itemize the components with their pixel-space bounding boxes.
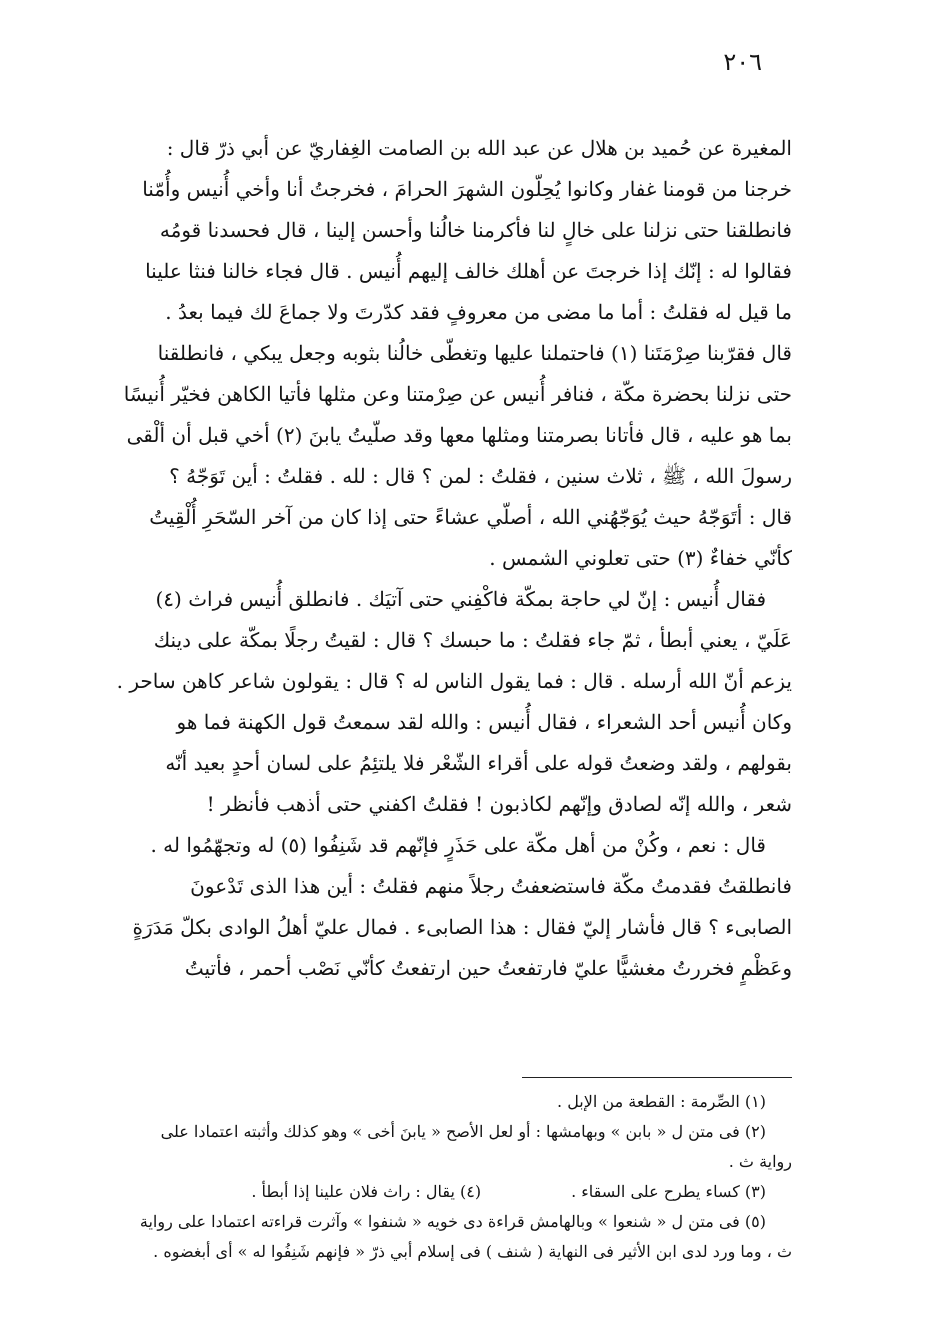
text-line: قال : أتَوَجّهُ حيث يُوَجّهُني الله ، أصلّي عشاءً حتى إذا كان من آخر السّحَرِ أُلْقِيتُ — [149, 505, 792, 529]
footnotes-3-4 — [98, 1177, 792, 1207]
text-line: فقالوا له : إنّك إذا خرجتَ عن أهلك خالف إليهم أُنيس . قال فجاء خالنا فنثا علينا — [145, 259, 792, 283]
text-line: بما هو عليه ، قال فأتانا بصرمتنا ومثلها معها وقد صلّيتُ يابنَ (٢) أخي قبل أن ألْقى — [126, 423, 792, 447]
footnote-2-continued: رواية ث . — [728, 1152, 792, 1171]
paragraph-start-line: فقال أُنيس : إنّ لي حاجة بمكّة فاكْفِني حتى آتيَك . فانطلق أُنيس فراث (٤) — [155, 587, 766, 611]
main-text — [98, 128, 792, 989]
footnote-4: (٤) يقال : راث فلان علينا إذا أبطأ . — [251, 1182, 482, 1201]
text-line: ما قيل له فقلتُ : أما ما مضى من معروفٍ فقد كدّرتَ ولا جماعَ لك فيما بعدُ . — [165, 300, 792, 324]
text-line: وكان أُنيس أحد الشعراء ، فقال أُنيس : والله لقد سمعتُ قول الكهنة فما هو — [176, 710, 792, 734]
text-line: كأنّي خفاءٌ (٣) حتى تعلوني الشمس . — [489, 546, 792, 570]
text-line: فانطلقتُ فقدمتُ مكّة فاستضعفتُ رجلاً منهم فقلتُ : أين هذا الذى تَدْعونَ — [190, 874, 792, 898]
text-line: يزعم أنّ الله أرسله . قال : فما يقول الناس له ؟ قال : يقولون شاعر كاهن ساحر . — [116, 669, 792, 693]
text-line: رسولَ الله ، ﷺ ، ثلاث سنين ، فقلتُ : لمن ؟ قال : لله . فقلتُ : أين تَوَجّهُ ؟ — [169, 464, 792, 488]
text-line: بقولهم ، ولقد وضعتُ قوله على أقراء الشّعْر فلا يلتئِمُ على لسان أحدٍ بعيد أنّه — [165, 751, 792, 775]
footnote-3: (٣) كساء يطرح على السقاء . — [571, 1182, 766, 1201]
footnote-5-continued: ث ، وما ورد لدى ابن الأثير فى النهاية ( شنف ) فى إسلام أبي ذرّ « فإنهم شَنِفُوا له » أى أبغضوه . — [153, 1242, 792, 1261]
footnotes — [98, 1087, 792, 1267]
footnote-5: (٥) فى متن ل « شنعوا » وبالهامش قراءة دى خويه « شنفوا » وآثرت قراءته اعتمادا على رواية — [139, 1212, 766, 1231]
text-line: قال فقرّبنا صِرْمَتَنا (١) فاحتملنا عليها وتغطّى خالُنا بثوبه وجعل يبكي ، فانطلقنا — [157, 341, 792, 365]
text-line: الصابىء ؟ قال فأشار إليّ فقال : هذا الصابىء . فمال عليّ أهلُ الوادى بكلّ مَدَرَةٍ — [132, 915, 792, 939]
footnote-1: (١) الصِّرمة : القطعة من الإبل . — [557, 1092, 766, 1111]
text-line: عَلَيّ ، يعني أبطأ ، ثمّ جاء فقلتُ : ما حبسك ؟ قال : لقيتُ رجلًا بمكّة على دينك — [153, 628, 792, 652]
text-line: المغيرة عن حُميد بن هلال عن عبد الله بن الصامت الغِفاريّ عن أبي ذرّ قال : — [166, 136, 792, 160]
page-number: ٢٠٦ — [723, 48, 762, 76]
text-line: حتى نزلنا بحضرة مكّة ، فنافر أُنيس عن صِرْمتنا وعن مثلها فأتيا الكاهن فخيّر أُنيسًا — [123, 382, 792, 406]
footnote-separator — [522, 1077, 792, 1078]
paragraph-start-line: قال : نعم ، وكُنْ من أهل مكّة على حَذَرٍ فإنّهم قد شَنِفُوا (٥) له وتجهّمُوا له . — [150, 833, 766, 857]
text-line: شعر ، والله إنّه لصادق وإنّهم لكاذبون ! فقلتُ اكفني حتى أذهب فأنظر ! — [206, 792, 792, 816]
text-line: خرجنا من قومنا غفار وكانوا يُحِلّون الشهرَ الحرامَ ، فخرجتُ أنا وأخي أُنيس وأُمّنا — [142, 177, 792, 201]
footnote-2: (٢) فى متن ل « بابن » وبهامشها : أو لعل الأصح « يابنَ أخى » وهو كذلك وأثبته اعتمادا على — [160, 1122, 766, 1141]
text-line: وعَظْمٍ فخررتُ مغشيًّا عليّ فارتفعتُ حين ارتفعتُ كأنّي نَصْب أحمر ، فأتيتُ — [184, 956, 792, 980]
text-line: فانطلقنا حتى نزلنا على خالٍ لنا فأكرمنا خالُنا وأحسن إلينا ، قال فحسدنا قومُه — [159, 218, 792, 242]
